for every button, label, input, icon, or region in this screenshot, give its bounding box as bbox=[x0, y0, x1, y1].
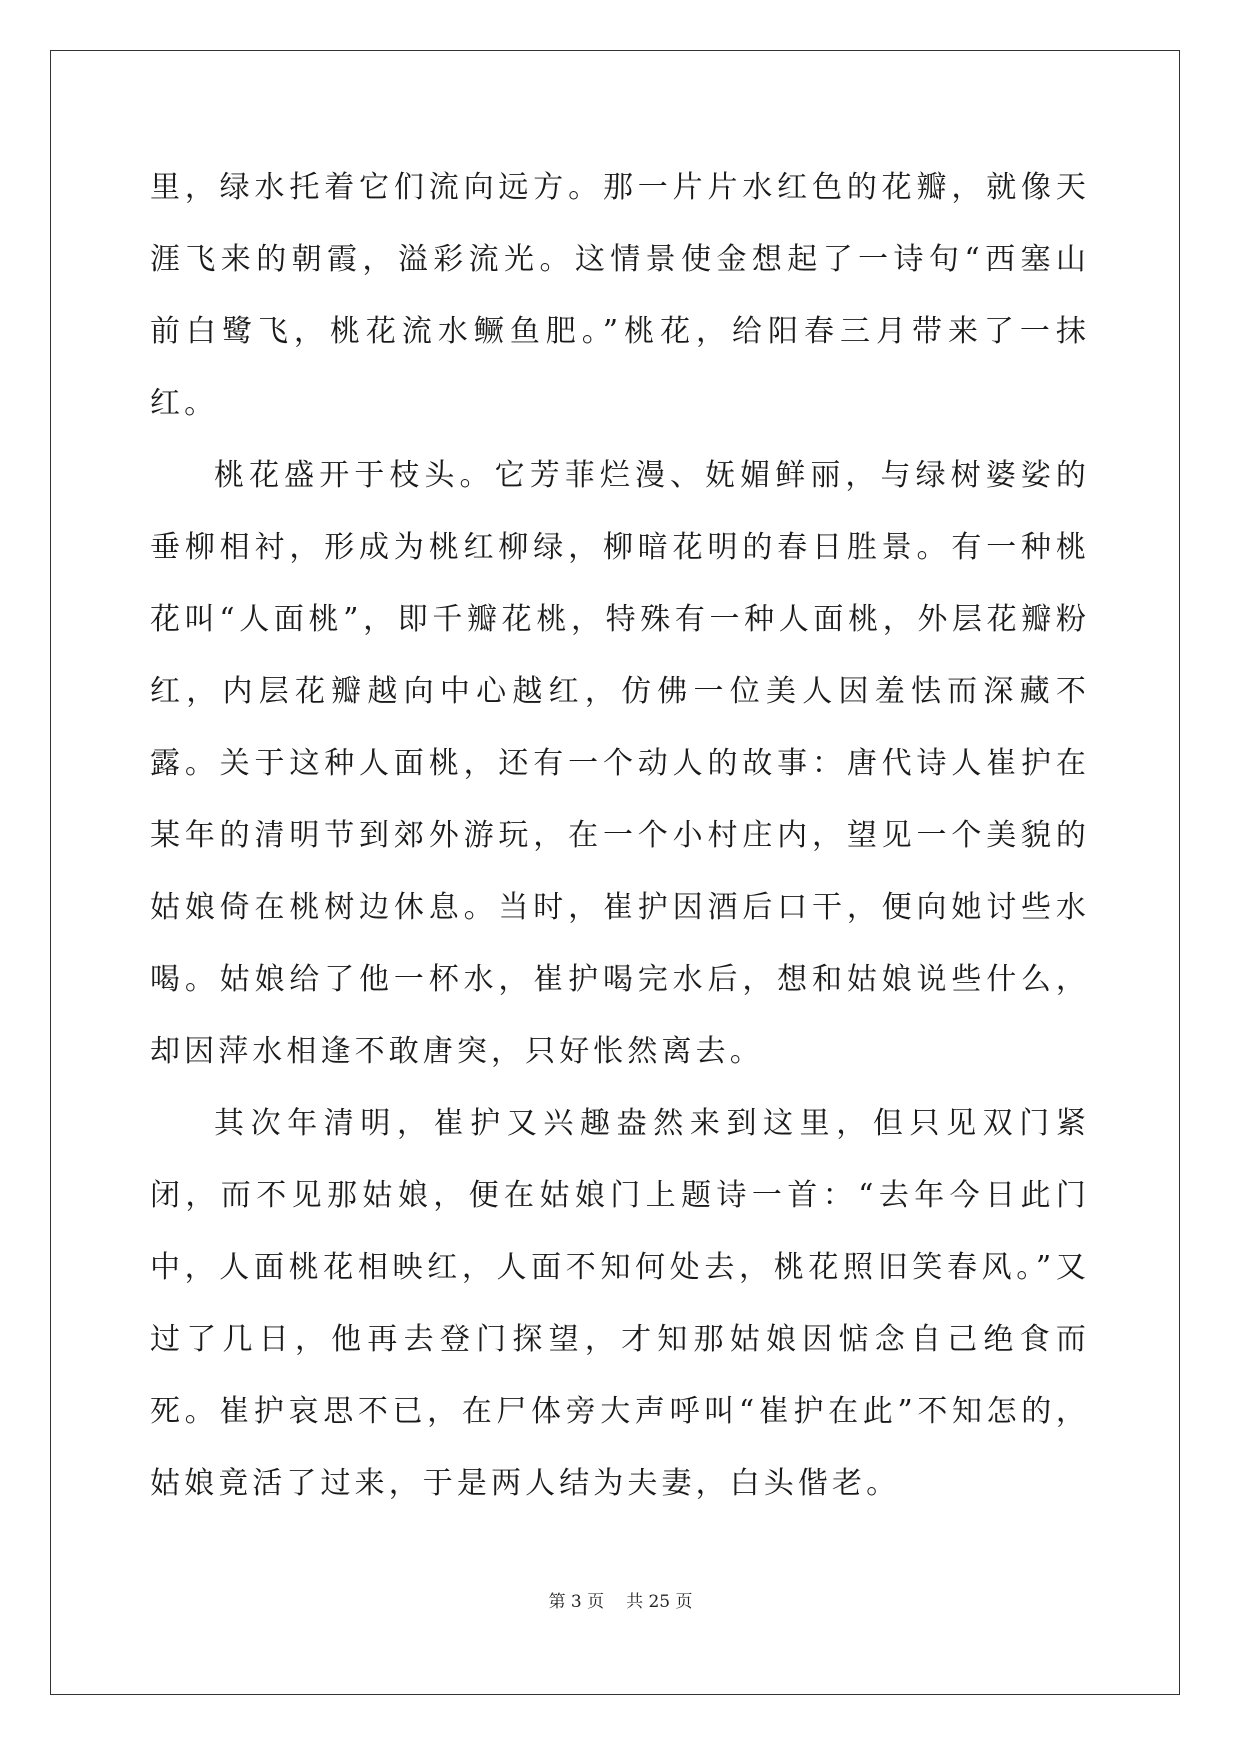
page-number: 第 3 页 bbox=[548, 1592, 605, 1612]
paragraph-2: 桃花盛开于枝头。它芳菲烂漫、妩媚鲜丽，与绿树婆娑的垂柳相衬，形成为桃红柳绿，柳暗花明的春日胜景。有一种桃花叫“人面桃”，即千瓣花桃，特殊有一种人面桃，外层花瓣粉红，内层花瓣越向中心越红，仿佛一位美人因羞怯而深藏不露。关于这种人面桃，还有一个动人的故事：唐代诗人崔护在某年的清明节到郊外游玩，在一个小村庄内，望见一个美貌的姑娘倚在桃树边休息。当时，崔护因酒后口干，便向她讨些水喝。姑娘给了他一杯水，崔护喝完水后，想和姑娘说些什么，却因萍水相逢不敢唐突，只好怅然离去。 bbox=[150, 458, 1090, 1069]
page-footer bbox=[0, 1590, 1241, 1614]
document-body bbox=[150, 152, 1090, 1520]
paragraph-1: 里，绿水托着它们流向远方。那一片片水红色的花瓣，就像天涯飞来的朝霞，溢彩流光。这情景使金想起了一诗句“西塞山前白鹭飞，桃花流水鳜鱼肥。”桃花，给阳春三月带来了一抹红。 bbox=[150, 170, 1090, 421]
page-total: 共 25 页 bbox=[626, 1592, 693, 1612]
paragraph-3: 其次年清明，崔护又兴趣盎然来到这里，但只见双门紧闭，而不见那姑娘，便在姑娘门上题诗一首：“去年今日此门中，人面桃花相映红，人面不知何处去，桃花照旧笑春风。”又过了几日，他再去登门探望，才知那姑娘因惦念自己绝食而死。崔护哀思不已，在尸体旁大声呼叫“崔护在此”不知怎的，姑娘竟活了过来，于是两人结为夫妻，白头偕老。 bbox=[150, 1106, 1090, 1501]
